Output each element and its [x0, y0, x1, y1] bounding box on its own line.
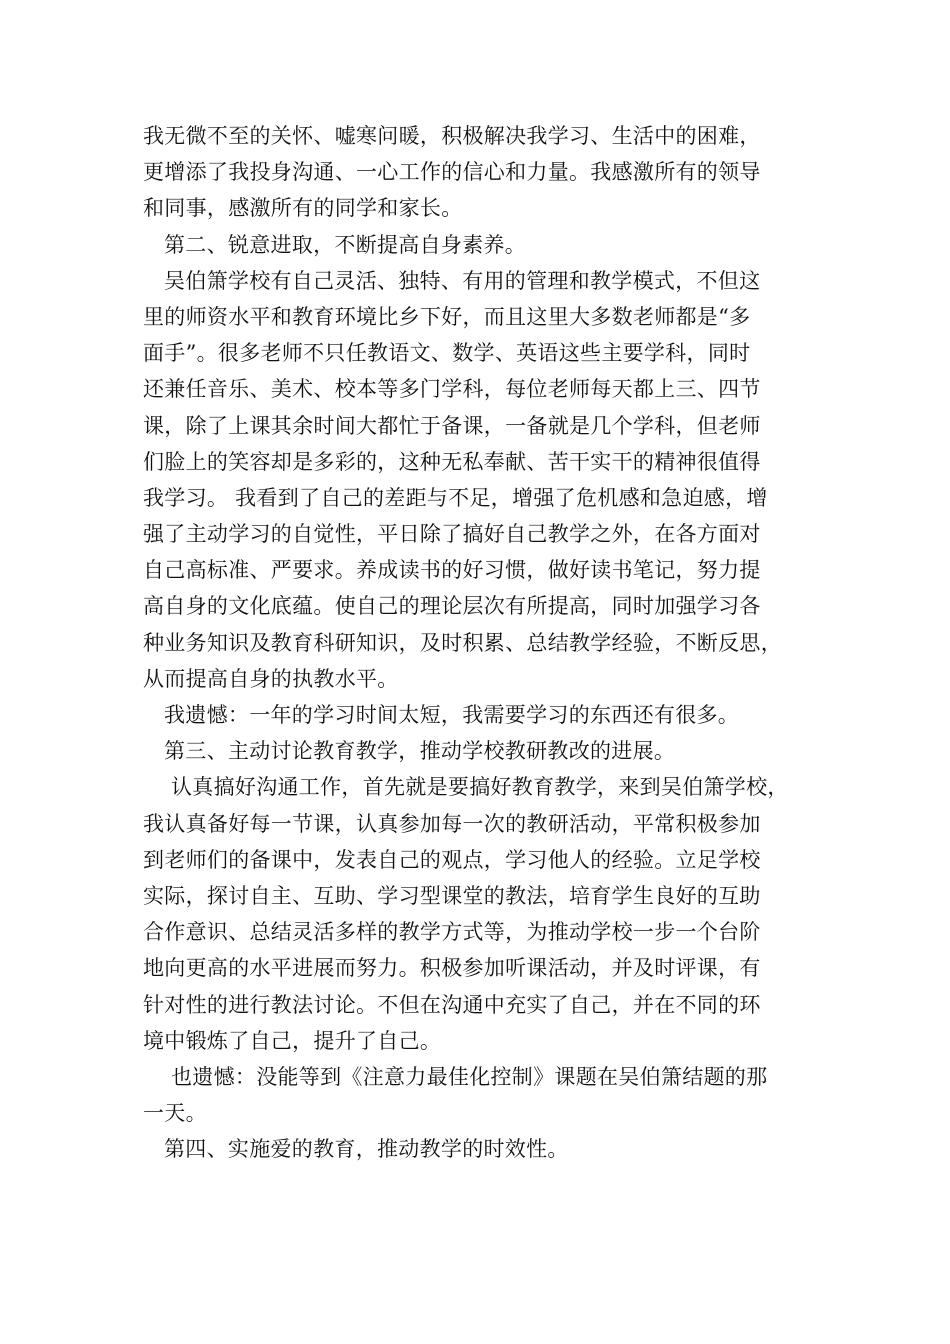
- text-line: 面手”。很多老师不只任教语文、数学、英语这些主要学科，同时: [143, 341, 751, 366]
- section-heading: 第四、实施爱的教育，推动教学的时效性。: [164, 1137, 569, 1162]
- text-line: 自己高标准、严要求。养成读书的好习惯，做好读书笔记，努力提: [143, 558, 761, 583]
- text-line: 合作意识、总结灵活多样的教学方式等，为推动学校一步一个台阶: [143, 920, 761, 945]
- text-line: 境中锻炼了自己，提升了自己。: [143, 1028, 442, 1053]
- body-text: [143, 118, 823, 1167]
- paragraph-start: 我遗憾：一年的学习时间太短，我需要学习的东西还有很多。: [164, 703, 740, 727]
- paragraph-start: 认真搞好沟通工作，首先就是要搞好教育教学，来到吴伯箫学校，: [171, 775, 789, 800]
- text-line: 地向更高的水平进展而努力。积极参加听课活动，并及时评课，有: [143, 956, 761, 981]
- text-line: 里的师资水平和教育环境比乡下好，而且这里大多数老师都是“多: [143, 304, 751, 329]
- text-line: 强了主动学习的自觉性，平日除了搞好自己教学之外，在各方面对: [143, 522, 761, 547]
- text-line: 和同事，感激所有的同学和家长。: [143, 196, 463, 221]
- section-heading: 第三、主动讨论教育教学，推动学校教研教改的进展。: [164, 739, 676, 764]
- text-line: 还兼任音乐、美术、校本等多门学科，每位老师每天都上三、四节: [143, 377, 761, 402]
- text-line: 到老师们的备课中，发表自己的观点，学习他人的经验。立足学校: [143, 847, 761, 872]
- text-line: 我认真备好每一节课，认真参加每一次的教研活动，平常积极参加: [143, 811, 761, 836]
- text-line: 从而提高自身的执教水平。: [143, 666, 399, 691]
- paragraph-start: 吴伯箫学校有自己灵活、独特、有用的管理和教学模式，不但这: [164, 268, 761, 293]
- text-line: 针对性的进行教法讨论。不但在沟通中充实了自己，并在不同的环: [143, 992, 761, 1017]
- text-line: 一天。: [143, 1101, 207, 1126]
- section-heading: 第二、锐意进取，不断提高自身素养。: [164, 232, 527, 257]
- text-line: 高自身的文化底蕴。使自己的理论层次有所提高，同时加强学习各: [143, 594, 761, 619]
- text-line: 实际，探讨自主、互助、学习型课堂的教法，培育学生良好的互助: [143, 883, 761, 908]
- text-line: 课，除了上课其余时间大都忙于备课，一备就是几个学科，但老师: [143, 413, 761, 438]
- text-line: 种业务知识及教育科研知识，及时积累、总结教学经验，不断反思，: [143, 630, 782, 655]
- paragraph-start: 也遗憾：没能等到《注意力最佳化控制》课题在吴伯箫结题的那: [171, 1064, 768, 1089]
- text-line: 们脸上的笑容却是多彩的，这种无私奉献、苦干实干的精神很值得: [143, 449, 761, 474]
- text-line: 我学习。 我看到了自己的差距与不足，增强了危机感和急迫感，增: [143, 485, 768, 510]
- text-line: 我无微不至的关怀、嘘寒问暖，积极解决我学习、生活中的困难，: [143, 124, 761, 148]
- text-line: 更增添了我投身沟通、一心工作的信心和力量。我感激所有的领导: [143, 160, 761, 185]
